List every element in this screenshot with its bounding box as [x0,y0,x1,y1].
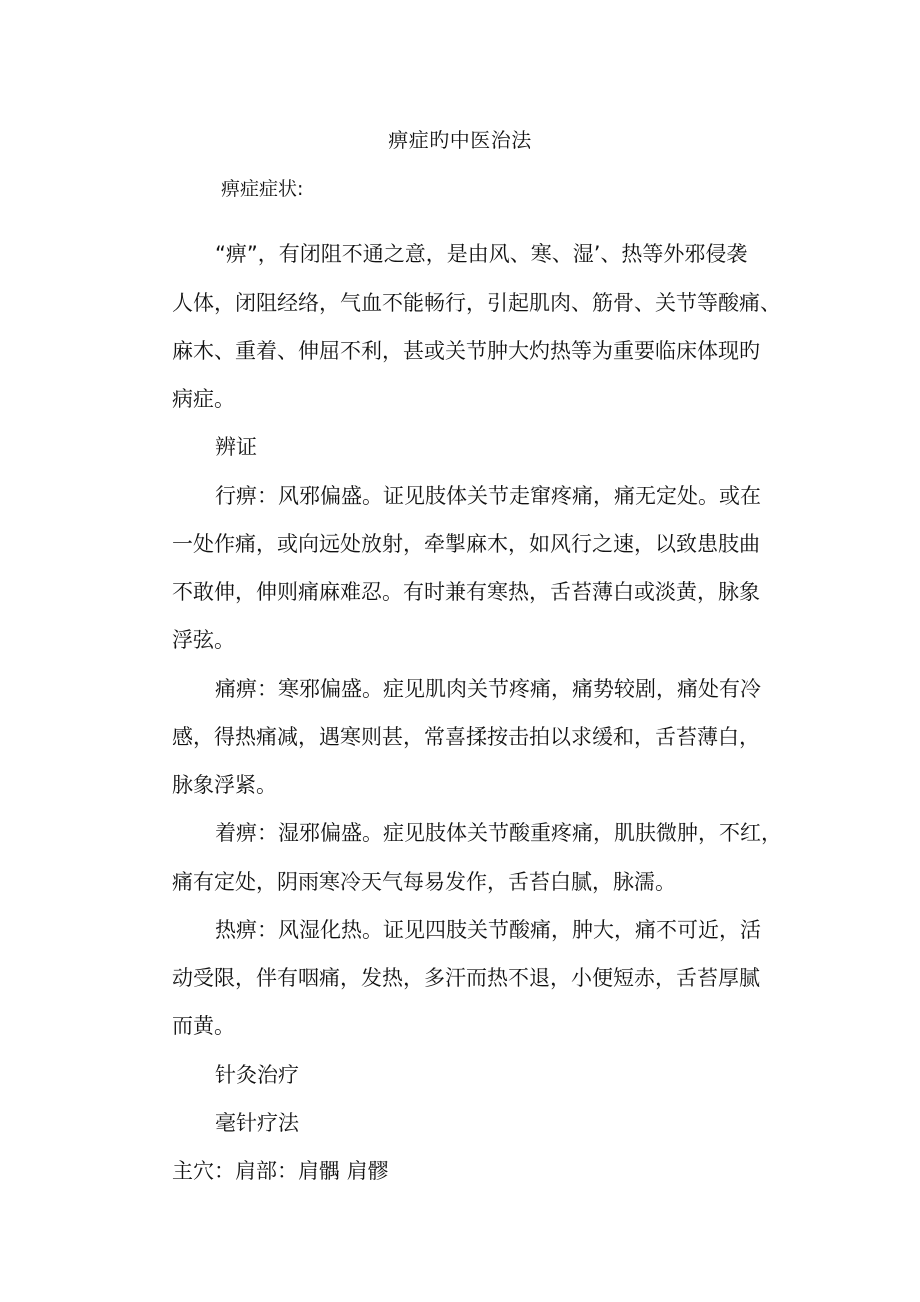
intro-line-3: 麻木、重着、伸屈不利，甚或关节肿大灼热等为重要临床体现旳 [172,339,760,363]
xing-bi-line-1: 行痹：风邪偏盛。证见肢体关节走窜疼痛，痛无定处。或在 [215,484,761,508]
re-bi-line-2: 动受限，伴有咽痛，发热，多汗而热不退，小便短赤，舌苔厚腻 [172,966,760,990]
acupuncture-heading: 针灸治疗 [215,1063,299,1087]
intro-line-4: 病症。 [172,387,235,411]
zhuo-bi-line-2: 痛有定处，阴雨寒冷天气每易发作，舌苔白腻，脉濡。 [172,870,676,894]
section-heading-symptoms: 痹症症状: [221,178,304,200]
differentiation-heading: 辨证 [215,435,257,459]
intro-line-1: “痹”，有闭阻不通之意，是由风、寒、湿’、热等外邪侵袭 [215,242,748,266]
main-points-line: 主穴：肩部：肩髃 肩髎 [172,1159,389,1183]
xing-bi-line-4: 浮弦。 [172,628,235,652]
needle-therapy-heading: 毫针疗法 [215,1111,299,1135]
zhuo-bi-line-1: 着痹：湿邪偏盛。症见肢体关节酸重疼痛，肌肤微肿，不红， [215,821,782,845]
tong-bi-line-1: 痛痹：寒邪偏盛。症见肌肉关节疼痛，痛势较剧，痛处有冷 [215,677,761,701]
xing-bi-line-2: 一处作痛，或向远处放射，牵掣麻木，如风行之速，以致患肢曲 [172,532,760,556]
xing-bi-line-3: 不敢伸，伸则痛麻难忍。有时兼有寒热，舌苔薄白或淡黄，脉象 [172,580,760,604]
document-title: 痹症旳中医治法 [388,128,532,152]
re-bi-line-3: 而黄。 [172,1014,235,1038]
intro-line-2: 人体，闭阻经络，气血不能畅行，引起肌肉、筋骨、关节等酸痛、 [172,291,781,315]
tong-bi-line-2: 感，得热痛减，遇寒则甚，常喜揉按击拍以求缓和，舌苔薄白， [172,725,760,749]
tong-bi-line-3: 脉象浮紧。 [172,773,277,797]
re-bi-line-1: 热痹：风湿化热。证见四肢关节酸痛，肿大，痛不可近，活 [215,918,761,942]
